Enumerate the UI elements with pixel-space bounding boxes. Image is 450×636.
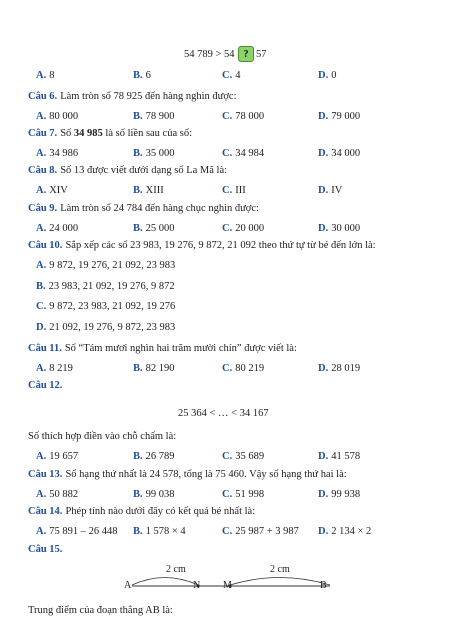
q12-option-b[interactable]: B. 26 789 <box>133 451 175 462</box>
q8-option-c[interactable]: C. III <box>222 185 246 196</box>
question-mark-box: ? <box>238 46 254 62</box>
q8-option-b[interactable]: B. XIII <box>133 185 164 196</box>
q6-options <box>0 110 450 124</box>
q8-options <box>0 184 450 198</box>
q5-options <box>0 69 450 83</box>
q12-option-c[interactable]: C. 35 689 <box>222 451 265 462</box>
q13-option-a[interactable]: A. 50 882 <box>36 489 79 500</box>
q5-option-a[interactable]: A. 8 <box>36 70 55 81</box>
segment-ab-diagram <box>0 558 450 598</box>
q15-question: Trung điểm của đoạn thẳng AB là: <box>28 605 173 616</box>
point-m-label: M <box>223 580 232 591</box>
right-length-label: 2 cm <box>270 564 290 575</box>
point-a-label: A <box>124 580 132 591</box>
q7-question: Câu 7. Số 34 985 là số liền sau của số: <box>28 128 193 139</box>
q11-option-c[interactable]: C. 80 219 <box>222 363 265 374</box>
q13-options <box>0 488 450 502</box>
q13-option-b[interactable]: B. 99 038 <box>133 489 175 500</box>
q6-option-d[interactable]: D. 79 000 <box>318 111 361 122</box>
point-n-label: N <box>193 580 201 591</box>
q9-options <box>0 222 450 236</box>
q12-question: Số thích hợp điền vào chỗ chấm là: <box>28 431 177 442</box>
point-b-label: B <box>320 580 327 591</box>
q9-option-d[interactable]: D. 30 000 <box>318 223 361 234</box>
q13-option-c[interactable]: C. 51 998 <box>222 489 265 500</box>
q9-option-c[interactable]: C. 20 000 <box>222 223 265 234</box>
q7-option-c[interactable]: C. 34 984 <box>222 148 265 159</box>
q10-option-b[interactable]: B. 23 983, 21 092, 19 276, 9 872 <box>36 281 175 292</box>
q14-option-a[interactable]: A. 75 891 – 26 448 <box>36 526 118 537</box>
q6-option-a[interactable]: A. 80 000 <box>36 111 79 122</box>
q6-option-c[interactable]: C. 78 000 <box>222 111 265 122</box>
q9-question: Câu 9. Làm tròn số 24 784 đến hàng chục nghìn được: <box>28 203 259 214</box>
q5-option-c[interactable]: C. 4 <box>222 70 241 81</box>
q12-option-a[interactable]: A. 19 657 <box>36 451 79 462</box>
q7-options <box>0 147 450 161</box>
q10-question: Câu 10. Sắp xếp các số 23 983, 19 276, 9 872, 21 092 theo thứ tự từ bé đến lớn là: <box>28 240 376 251</box>
q14-question: Câu 14. Phép tính nào dưới đây có kết quả bé nhất là: <box>28 506 256 517</box>
q7-option-d[interactable]: D. 34 000 <box>318 148 361 159</box>
inequality-left: 54 789 > 54 <box>184 49 235 60</box>
q6-question: Câu 6. Làm tròn số 78 925 đến hàng nghìn được: <box>28 91 237 102</box>
inequality-right: 57 <box>256 49 267 60</box>
q14-option-c[interactable]: C. 25 987 + 3 987 <box>222 526 299 537</box>
q11-option-b[interactable]: B. 82 190 <box>133 363 175 374</box>
q12-option-d[interactable]: D. 41 578 <box>318 451 361 462</box>
q14-options <box>0 525 450 539</box>
q14-option-d[interactable]: D. 2 134 × 2 <box>318 526 372 537</box>
q5-option-b[interactable]: B. 6 <box>133 70 151 81</box>
q13-option-d[interactable]: D. 99 938 <box>318 489 361 500</box>
top-inequality <box>184 49 235 60</box>
left-length-label: 2 cm <box>166 564 186 575</box>
q9-option-a[interactable]: A. 24 000 <box>36 223 79 234</box>
q12-options <box>0 450 450 464</box>
q10-option-a[interactable]: A. 9 872, 19 276, 21 092, 23 983 <box>36 260 176 271</box>
q14-option-b[interactable]: B. 1 578 × 4 <box>133 526 186 537</box>
left-brace-arc <box>132 578 198 586</box>
q10-option-d[interactable]: D. 21 092, 19 276, 9 872, 23 983 <box>36 322 176 333</box>
q11-option-d[interactable]: D. 28 019 <box>318 363 361 374</box>
q7-option-a[interactable]: A. 34 986 <box>36 148 79 159</box>
q8-option-a[interactable]: A. XIV <box>36 185 68 196</box>
q11-option-a[interactable]: A. 8 219 <box>36 363 73 374</box>
q8-question: Câu 8. Số 13 được viết dưới dạng số La Mã là: <box>28 165 228 176</box>
q10-option-c[interactable]: C. 9 872, 23 983, 21 092, 19 276 <box>36 301 176 312</box>
q12-expression: 25 364 < … < 34 167 <box>178 408 269 419</box>
q11-question: Câu 11. Số “Tám mươi nghìn hai trăm mười chín” được viết là: <box>28 343 297 354</box>
q5-option-d[interactable]: D. 0 <box>318 70 337 81</box>
q13-question: Câu 13. Số hạng thứ nhất là 24 578, tổng là 75 460. Vậy số hạng thứ hai là: <box>28 469 347 480</box>
q9-option-b[interactable]: B. 25 000 <box>133 223 175 234</box>
q15-label: Câu 15. <box>28 544 63 555</box>
right-brace-arc <box>230 578 330 586</box>
q7-option-b[interactable]: B. 35 000 <box>133 148 175 159</box>
q8-option-d[interactable]: D. IV <box>318 185 343 196</box>
q6-option-b[interactable]: B. 78 900 <box>133 111 175 122</box>
q11-options <box>0 362 450 376</box>
q12-label: Câu 12. <box>28 380 63 391</box>
